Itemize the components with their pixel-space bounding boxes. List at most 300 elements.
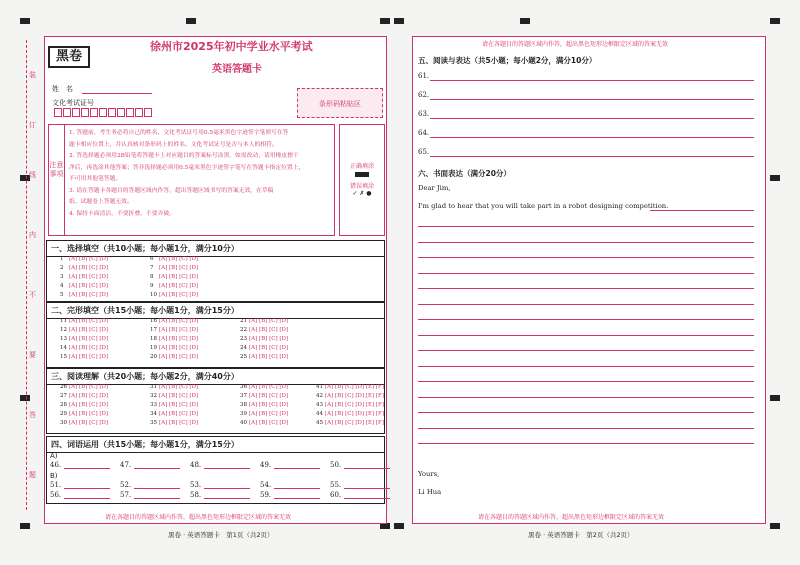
word-answer[interactable] (120, 481, 190, 489)
option-bubble[interactable]: [B] (169, 336, 180, 342)
option-bubble[interactable]: [A] (159, 384, 170, 390)
bubble-row[interactable] (60, 326, 108, 335)
option-bubble[interactable]: [C] (89, 265, 100, 271)
bubble-row[interactable] (60, 383, 108, 392)
id-boxes[interactable] (54, 108, 153, 117)
option-bubble[interactable]: [E] (365, 411, 376, 417)
option-bubble[interactable]: [D] (189, 283, 199, 289)
option-bubble[interactable]: [E] (365, 393, 376, 399)
option-bubble[interactable]: [C] (269, 336, 280, 342)
option-bubble[interactable]: [C] (179, 411, 190, 417)
bubble-row[interactable] (150, 291, 198, 300)
bubble-row[interactable] (60, 392, 108, 401)
option-bubble[interactable]: [D] (279, 402, 289, 408)
option-bubble[interactable]: [D] (279, 384, 289, 390)
option-bubble[interactable]: [D] (99, 274, 109, 280)
option-bubble[interactable]: [C] (89, 420, 100, 426)
option-bubble[interactable]: [C] (89, 292, 100, 298)
option-bubble[interactable]: [B] (169, 318, 180, 324)
option-bubble[interactable]: [A] (249, 354, 260, 360)
bubble-row[interactable] (316, 401, 384, 410)
option-bubble[interactable]: [B] (259, 393, 270, 399)
option-bubble[interactable]: [A] (159, 256, 170, 262)
option-bubble[interactable]: [D] (355, 393, 366, 399)
option-bubble[interactable]: [E] (365, 384, 376, 390)
option-bubble[interactable]: [C] (179, 318, 190, 324)
option-bubble[interactable]: [A] (69, 283, 80, 289)
writing-line[interactable] (418, 273, 754, 274)
option-bubble[interactable]: [C] (179, 420, 190, 426)
option-bubble[interactable]: [A] (159, 420, 170, 426)
option-bubble[interactable]: [B] (169, 354, 180, 360)
option-bubble[interactable]: [C] (269, 393, 280, 399)
option-bubble[interactable]: [C] (269, 318, 280, 324)
option-bubble[interactable]: [C] (179, 354, 190, 360)
option-bubble[interactable]: [B] (79, 292, 90, 298)
option-bubble[interactable]: [A] (325, 420, 336, 426)
option-bubble[interactable]: [A] (69, 411, 80, 417)
answer-line[interactable] (430, 80, 754, 81)
bubble-row[interactable] (240, 410, 288, 419)
option-bubble[interactable]: [C] (179, 265, 190, 271)
answer-blank[interactable] (204, 461, 250, 469)
answer-line[interactable] (430, 99, 754, 100)
option-bubble[interactable]: [C] (179, 393, 190, 399)
word-answer[interactable] (260, 491, 330, 499)
option-bubble[interactable]: [C] (345, 420, 356, 426)
bubble-row[interactable] (316, 383, 384, 392)
option-bubble[interactable]: [A] (249, 336, 260, 342)
option-bubble[interactable]: [A] (159, 345, 170, 351)
option-bubble[interactable]: [C] (345, 384, 356, 390)
bubble-row[interactable] (60, 282, 108, 291)
option-bubble[interactable]: [B] (79, 393, 90, 399)
answer-blank[interactable] (274, 461, 320, 469)
option-bubble[interactable]: [D] (189, 393, 199, 399)
answer-blank[interactable] (204, 491, 250, 499)
option-bubble[interactable]: [A] (69, 354, 80, 360)
option-bubble[interactable]: [D] (99, 345, 109, 351)
word-answer[interactable] (330, 491, 400, 499)
bubble-grid[interactable] (316, 383, 384, 428)
option-bubble[interactable]: [C] (179, 345, 190, 351)
bubble-row[interactable] (316, 392, 384, 401)
option-bubble[interactable]: [C] (269, 345, 280, 351)
option-bubble[interactable]: [A] (159, 336, 170, 342)
word-answer[interactable] (50, 481, 120, 489)
option-bubble[interactable]: [D] (99, 292, 109, 298)
bubble-row[interactable] (150, 383, 198, 392)
option-bubble[interactable]: [B] (169, 292, 180, 298)
answer-blank[interactable] (134, 461, 180, 469)
bubble-row[interactable] (240, 353, 288, 362)
option-bubble[interactable]: [B] (259, 345, 270, 351)
bubble-row[interactable] (150, 344, 198, 353)
option-bubble[interactable]: [C] (179, 283, 190, 289)
bubble-row[interactable] (60, 353, 108, 362)
option-bubble[interactable]: [C] (269, 420, 280, 426)
bubble-row[interactable] (150, 353, 198, 362)
option-bubble[interactable]: [B] (169, 327, 180, 333)
option-bubble[interactable]: [B] (169, 384, 180, 390)
option-bubble[interactable]: [F] (375, 411, 384, 417)
option-bubble[interactable]: [B] (79, 327, 90, 333)
bubble-grid[interactable] (240, 317, 288, 362)
option-bubble[interactable]: [A] (325, 402, 336, 408)
option-bubble[interactable]: [D] (189, 402, 199, 408)
option-bubble[interactable]: [A] (159, 292, 170, 298)
option-bubble[interactable]: [A] (249, 384, 260, 390)
option-bubble[interactable]: [A] (249, 393, 260, 399)
bubble-row[interactable] (316, 419, 384, 428)
word-answer[interactable] (120, 491, 190, 499)
bubble-row[interactable] (240, 383, 288, 392)
option-bubble[interactable]: [A] (69, 402, 80, 408)
option-bubble[interactable]: [D] (279, 318, 289, 324)
writing-line[interactable] (418, 257, 754, 258)
option-bubble[interactable]: [C] (179, 402, 190, 408)
option-bubble[interactable]: [B] (79, 283, 90, 289)
option-bubble[interactable]: [A] (325, 411, 336, 417)
option-bubble[interactable]: [B] (335, 384, 346, 390)
answer-blank[interactable] (274, 481, 320, 489)
answer-blank[interactable] (134, 491, 180, 499)
bubble-row[interactable] (240, 335, 288, 344)
option-bubble[interactable]: [D] (99, 336, 109, 342)
bubble-row[interactable] (150, 392, 198, 401)
bubble-row[interactable] (240, 326, 288, 335)
bubble-row[interactable] (60, 291, 108, 300)
option-bubble[interactable]: [D] (189, 327, 199, 333)
option-bubble[interactable]: [D] (279, 336, 289, 342)
option-bubble[interactable]: [C] (89, 336, 100, 342)
option-bubble[interactable]: [D] (189, 292, 199, 298)
option-bubble[interactable]: [D] (99, 283, 109, 289)
answer-blank[interactable] (344, 461, 390, 469)
answer-line[interactable] (430, 156, 754, 157)
option-bubble[interactable]: [A] (325, 384, 336, 390)
option-bubble[interactable]: [A] (69, 420, 80, 426)
option-bubble[interactable]: [D] (355, 402, 366, 408)
option-bubble[interactable]: [C] (345, 393, 356, 399)
bubble-grid[interactable] (60, 383, 108, 428)
option-bubble[interactable]: [A] (249, 327, 260, 333)
option-bubble[interactable]: [B] (259, 384, 270, 390)
writing-line[interactable] (418, 412, 754, 413)
writing-line[interactable] (418, 288, 754, 289)
bubble-row[interactable] (150, 264, 198, 273)
word-answer[interactable] (50, 461, 120, 469)
option-bubble[interactable]: [A] (69, 327, 80, 333)
option-bubble[interactable]: [A] (69, 274, 80, 280)
option-bubble[interactable]: [B] (169, 420, 180, 426)
option-bubble[interactable]: [C] (269, 354, 280, 360)
option-bubble[interactable]: [B] (259, 354, 270, 360)
option-bubble[interactable]: [B] (259, 420, 270, 426)
bubble-grid[interactable] (150, 383, 198, 428)
option-bubble[interactable]: [A] (69, 336, 80, 342)
bubble-row[interactable] (316, 410, 384, 419)
option-bubble[interactable]: [C] (179, 274, 190, 280)
bubble-row[interactable] (150, 326, 198, 335)
bubble-row[interactable] (60, 410, 108, 419)
option-bubble[interactable]: [B] (259, 336, 270, 342)
writing-line[interactable] (418, 366, 754, 367)
answer-blank[interactable] (64, 491, 110, 499)
answer-row-a[interactable] (50, 461, 400, 469)
option-bubble[interactable]: [C] (89, 283, 100, 289)
option-bubble[interactable]: [D] (99, 402, 109, 408)
bubble-row[interactable] (240, 344, 288, 353)
writing-line[interactable] (418, 350, 754, 351)
option-bubble[interactable]: [A] (159, 327, 170, 333)
option-bubble[interactable]: [D] (189, 318, 199, 324)
option-bubble[interactable]: [B] (259, 318, 270, 324)
option-bubble[interactable]: [D] (189, 354, 199, 360)
option-bubble[interactable]: [C] (89, 402, 100, 408)
option-bubble[interactable]: [C] (89, 318, 100, 324)
option-bubble[interactable]: [A] (249, 345, 260, 351)
option-bubble[interactable]: [B] (169, 411, 180, 417)
bubble-grid[interactable] (60, 255, 108, 300)
option-bubble[interactable]: [D] (189, 274, 199, 280)
bubble-row[interactable] (240, 401, 288, 410)
bubble-row[interactable] (60, 317, 108, 326)
option-bubble[interactable]: [B] (169, 402, 180, 408)
word-answer[interactable] (190, 491, 260, 499)
writing-line[interactable] (418, 335, 754, 336)
option-bubble[interactable]: [B] (335, 420, 346, 426)
option-bubble[interactable]: [D] (189, 256, 199, 262)
option-bubble[interactable]: [D] (279, 393, 289, 399)
option-bubble[interactable]: [D] (99, 384, 109, 390)
bubble-grid[interactable] (60, 317, 108, 362)
option-bubble[interactable]: [D] (99, 393, 109, 399)
option-bubble[interactable]: [C] (89, 354, 100, 360)
option-bubble[interactable]: [C] (89, 393, 100, 399)
bubble-grid[interactable] (150, 255, 198, 300)
option-bubble[interactable]: [D] (189, 345, 199, 351)
word-answer[interactable] (260, 461, 330, 469)
option-bubble[interactable]: [D] (99, 420, 109, 426)
bubble-row[interactable] (60, 419, 108, 428)
option-bubble[interactable]: [D] (99, 318, 109, 324)
answer-line[interactable] (430, 118, 754, 119)
option-bubble[interactable]: [B] (169, 345, 180, 351)
option-bubble[interactable]: [D] (189, 336, 199, 342)
option-bubble[interactable]: [B] (79, 274, 90, 280)
bubble-row[interactable] (150, 317, 198, 326)
option-bubble[interactable]: [A] (249, 402, 260, 408)
bubble-row[interactable] (60, 264, 108, 273)
option-bubble[interactable]: [B] (259, 327, 270, 333)
option-bubble[interactable]: [A] (159, 393, 170, 399)
option-bubble[interactable]: [B] (335, 402, 346, 408)
option-bubble[interactable]: [D] (355, 420, 366, 426)
bubble-row[interactable] (240, 392, 288, 401)
answer-blank[interactable] (344, 481, 390, 489)
option-bubble[interactable]: [D] (189, 411, 199, 417)
bubble-row[interactable] (150, 335, 198, 344)
option-bubble[interactable]: [B] (169, 256, 180, 262)
bubble-grid[interactable] (150, 317, 198, 362)
bubble-row[interactable] (150, 419, 198, 428)
option-bubble[interactable]: [D] (99, 265, 109, 271)
option-bubble[interactable]: [A] (69, 292, 80, 298)
option-bubble[interactable]: [C] (269, 411, 280, 417)
option-bubble[interactable]: [A] (249, 420, 260, 426)
bubble-row[interactable] (150, 401, 198, 410)
option-bubble[interactable]: [C] (89, 411, 100, 417)
option-bubble[interactable]: [B] (259, 411, 270, 417)
option-bubble[interactable]: [A] (69, 384, 80, 390)
option-bubble[interactable]: [E] (365, 420, 376, 426)
option-bubble[interactable]: [B] (79, 256, 90, 262)
option-bubble[interactable]: [C] (89, 384, 100, 390)
option-bubble[interactable]: [D] (279, 411, 289, 417)
option-bubble[interactable]: [A] (69, 393, 80, 399)
option-bubble[interactable]: [C] (179, 256, 190, 262)
option-bubble[interactable]: [B] (79, 420, 90, 426)
bubble-row[interactable] (240, 317, 288, 326)
option-bubble[interactable]: [D] (189, 265, 199, 271)
option-bubble[interactable]: [B] (335, 411, 346, 417)
answer-row-b1[interactable] (50, 481, 400, 489)
bubble-row[interactable] (60, 335, 108, 344)
option-bubble[interactable]: [C] (179, 327, 190, 333)
option-bubble[interactable]: [F] (375, 402, 384, 408)
word-answer[interactable] (330, 461, 400, 469)
writing-line[interactable] (418, 428, 754, 429)
option-bubble[interactable]: [C] (345, 411, 356, 417)
option-bubble[interactable]: [A] (69, 345, 80, 351)
option-bubble[interactable]: [C] (179, 384, 190, 390)
option-bubble[interactable]: [B] (79, 384, 90, 390)
writing-line[interactable] (418, 226, 754, 227)
option-bubble[interactable]: [D] (279, 345, 289, 351)
option-bubble[interactable]: [C] (269, 384, 280, 390)
option-bubble[interactable]: [D] (99, 327, 109, 333)
option-bubble[interactable]: [A] (159, 274, 170, 280)
option-bubble[interactable]: [D] (279, 420, 289, 426)
bubble-row[interactable] (60, 344, 108, 353)
answer-blank[interactable] (274, 491, 320, 499)
word-answer[interactable] (190, 481, 260, 489)
option-bubble[interactable]: [C] (89, 327, 100, 333)
word-answer[interactable] (50, 491, 120, 499)
writing-line[interactable] (418, 319, 754, 320)
option-bubble[interactable]: [A] (159, 411, 170, 417)
answer-row-b2[interactable] (50, 491, 400, 499)
answer-blank[interactable] (64, 481, 110, 489)
name-field[interactable] (82, 93, 152, 94)
writing-line[interactable] (418, 304, 754, 305)
option-bubble[interactable]: [A] (69, 318, 80, 324)
option-bubble[interactable]: [D] (99, 411, 109, 417)
bubble-row[interactable] (150, 410, 198, 419)
option-bubble[interactable]: [B] (169, 283, 180, 289)
option-bubble[interactable]: [B] (79, 354, 90, 360)
option-bubble[interactable]: [A] (159, 265, 170, 271)
bubble-grid[interactable] (240, 383, 288, 428)
option-bubble[interactable]: [C] (89, 345, 100, 351)
answer-blank[interactable] (204, 481, 250, 489)
option-bubble[interactable]: [C] (269, 402, 280, 408)
writing-line[interactable] (650, 210, 754, 211)
option-bubble[interactable]: [B] (79, 411, 90, 417)
option-bubble[interactable]: [B] (79, 265, 90, 271)
word-answer[interactable] (190, 461, 260, 469)
option-bubble[interactable]: [A] (159, 283, 170, 289)
bubble-row[interactable] (60, 273, 108, 282)
option-bubble[interactable]: [B] (335, 393, 346, 399)
option-bubble[interactable]: [D] (99, 354, 109, 360)
option-bubble[interactable]: [C] (345, 402, 356, 408)
word-answer[interactable] (330, 481, 400, 489)
option-bubble[interactable]: [B] (79, 318, 90, 324)
writing-line[interactable] (418, 381, 754, 382)
option-bubble[interactable]: [A] (159, 402, 170, 408)
writing-line[interactable] (418, 443, 754, 444)
writing-line[interactable] (418, 397, 754, 398)
option-bubble[interactable]: [A] (69, 265, 80, 271)
option-bubble[interactable]: [D] (189, 384, 199, 390)
option-bubble[interactable]: [B] (79, 345, 90, 351)
option-bubble[interactable]: [A] (159, 354, 170, 360)
option-bubble[interactable]: [A] (249, 318, 260, 324)
option-bubble[interactable]: [B] (259, 402, 270, 408)
bubble-row[interactable] (150, 282, 198, 291)
answer-line[interactable] (430, 137, 754, 138)
answer-blank[interactable] (134, 481, 180, 489)
option-bubble[interactable]: [C] (179, 336, 190, 342)
option-bubble[interactable]: [C] (269, 327, 280, 333)
answer-blank[interactable] (344, 491, 390, 499)
option-bubble[interactable]: [F] (375, 384, 384, 390)
option-bubble[interactable]: [F] (375, 420, 384, 426)
option-bubble[interactable]: [D] (189, 420, 199, 426)
word-answer[interactable] (260, 481, 330, 489)
option-bubble[interactable]: [C] (179, 292, 190, 298)
option-bubble[interactable]: [A] (325, 393, 336, 399)
option-bubble[interactable]: [D] (99, 256, 109, 262)
option-bubble[interactable]: [B] (169, 393, 180, 399)
option-bubble[interactable]: [D] (279, 354, 289, 360)
option-bubble[interactable]: [A] (69, 256, 80, 262)
option-bubble[interactable]: [D] (355, 411, 366, 417)
option-bubble[interactable]: [B] (79, 336, 90, 342)
option-bubble[interactable]: [B] (169, 265, 180, 271)
option-bubble[interactable]: [A] (159, 318, 170, 324)
option-bubble[interactable]: [C] (89, 274, 100, 280)
option-bubble[interactable]: [F] (375, 393, 384, 399)
bubble-row[interactable] (60, 401, 108, 410)
bubble-row[interactable] (60, 255, 108, 264)
option-bubble[interactable]: [E] (365, 402, 376, 408)
word-answer[interactable] (120, 461, 190, 469)
option-bubble[interactable]: [C] (89, 256, 100, 262)
option-bubble[interactable]: [D] (279, 327, 289, 333)
option-bubble[interactable]: [B] (79, 402, 90, 408)
writing-line[interactable] (418, 242, 754, 243)
bubble-row[interactable] (150, 255, 198, 264)
option-bubble[interactable]: [D] (355, 384, 366, 390)
option-bubble[interactable]: [A] (249, 411, 260, 417)
answer-blank[interactable] (64, 461, 110, 469)
bubble-row[interactable] (240, 419, 288, 428)
option-bubble[interactable]: [B] (169, 274, 180, 280)
bubble-row[interactable] (150, 273, 198, 282)
